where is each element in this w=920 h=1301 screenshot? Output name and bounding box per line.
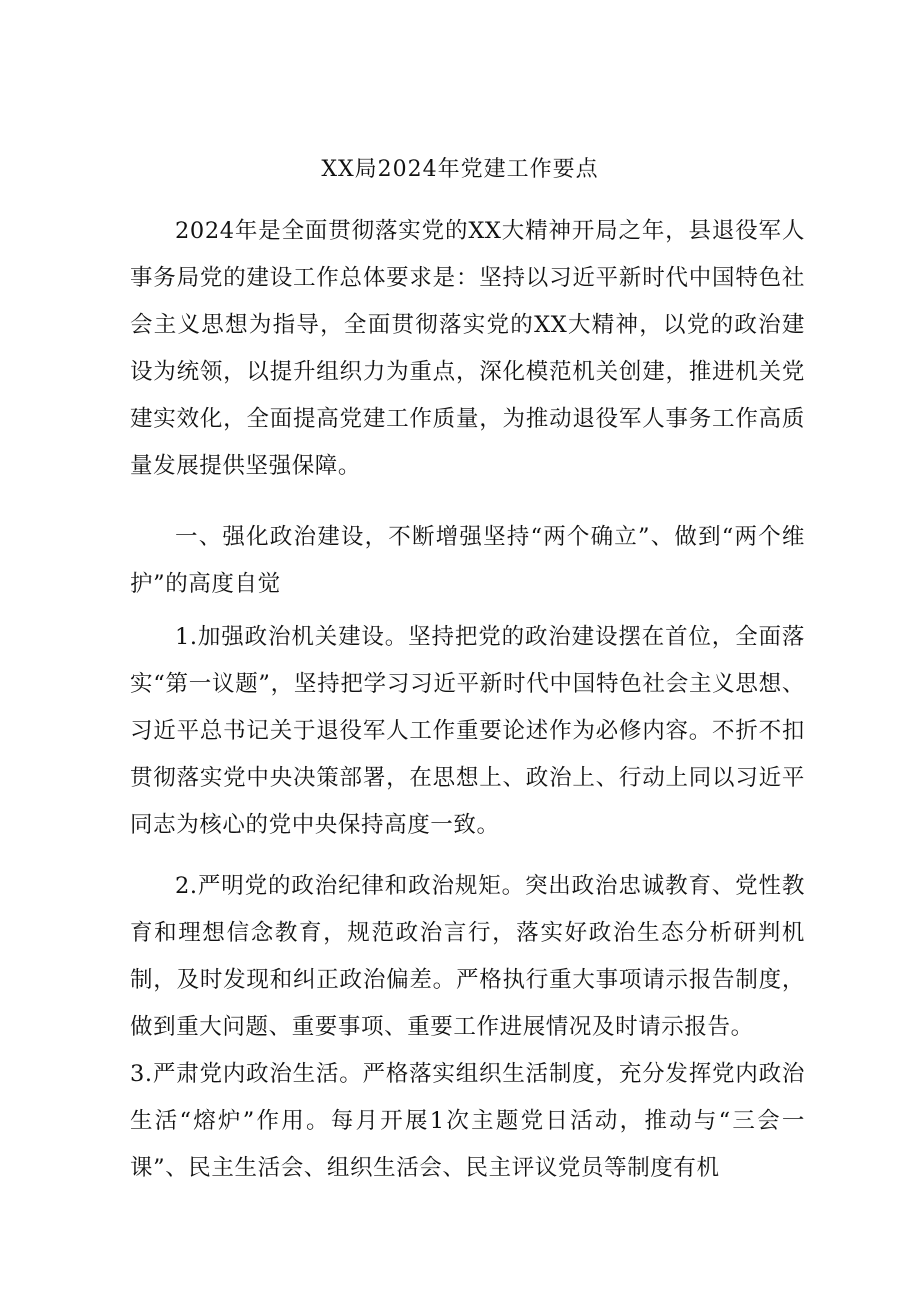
- document-title: XX局2024年党建工作要点: [321, 157, 599, 182]
- item-paragraph-3: 3.严肃党内政治生活。严格落实组织生活制度，充分发挥党内政治生活“熔炉”作用。每月开展1次主题党日活动，推动与“三会一课”、民主生活会、组织生活会、民主评议党员等制度有机: [130, 1061, 805, 1181]
- document-body: [130, 208, 805, 1192]
- section-heading-1: 一、强化政治建设，不断增强坚持“两个确立”、做到“两个维护”的高度自觉: [130, 524, 805, 597]
- intro-paragraph: 2024年是全面贯彻落实党的XX大精神开局之年，县退役军人事务局党的建设工作总体要求是：坚持以习近平新时代中国特色社会主义思想为指导，全面贯彻落实党的XX大精神，以党的政治建设为统领，以提升组织力为重点，深化模范机关创建，推进机关党建实效化，全面提高党建工作质量，为推动退役军人事务工作高质量发展提供坚强保障。: [130, 218, 805, 479]
- item-paragraph-1: 1.加强政治机关建设。坚持把党的政治建设摆在首位，全面落实“第一议题”，坚持把学习习近平新时代中国特色社会主义思想、习近平总书记关于退役军人工作重要论述作为必修内容。不折不扣贯彻落实党中央决策部署，在思想上、政治上、行动上同以习近平同志为核心的党中央保持高度一致。: [130, 624, 805, 838]
- item-paragraph-2: 2.严明党的政治纪律和政治规矩。突出政治忠诚教育、党性教育和理想信念教育，规范政治言行，落实好政治生态分析研判机制，及时发现和纠正政治偏差。严格执行重大事项请示报告制度，做到重大问题、重要事项、重要工作进展情况及时请示报告。: [130, 873, 805, 1040]
